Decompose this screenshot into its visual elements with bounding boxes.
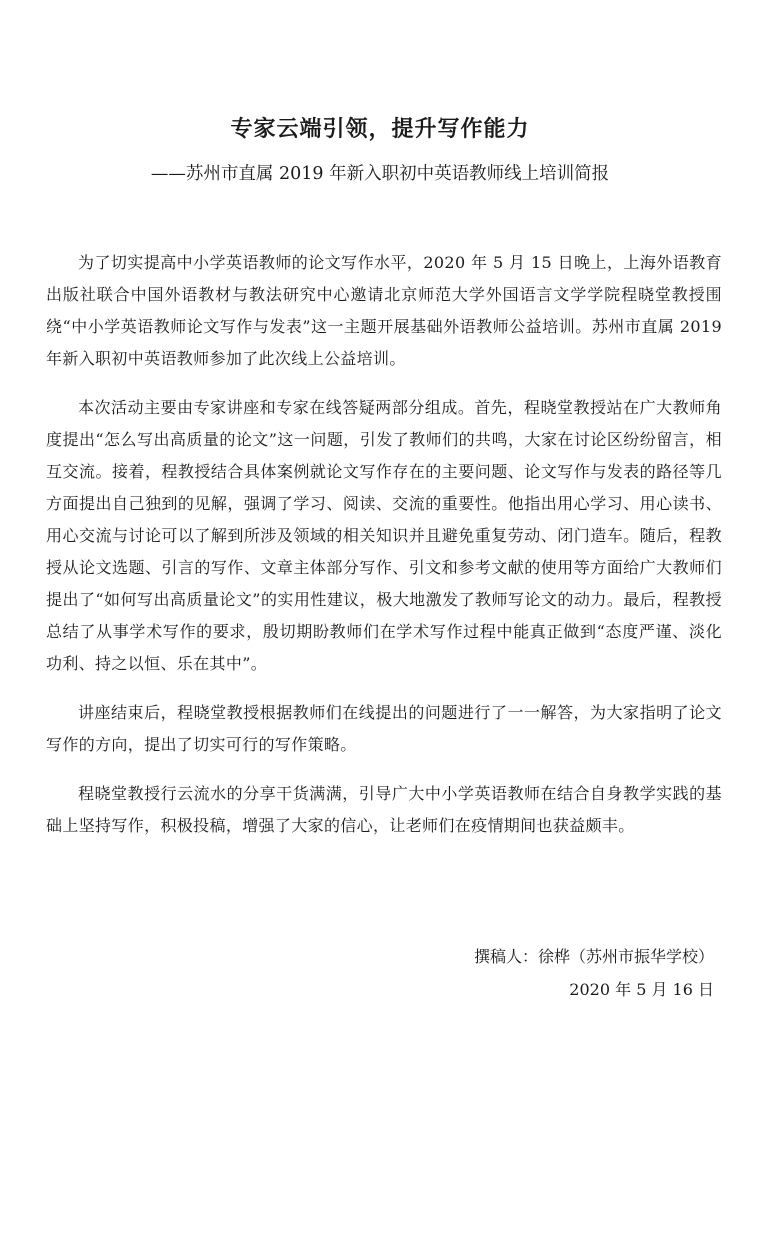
paragraph-4: 程晓堂教授行云流水的分享干货满满，引导广大中小学英语教师在结合自身教学实践的基础上坚持写作，积极投稿，增强了大家的信心，让老师们在疫情期间也获益颇丰。 (46, 784, 722, 835)
document-subtitle: ——苏州市直属 2019 年新入职初中英语教师线上培训简报 (150, 164, 610, 184)
paragraph-1: 为了切实提高中小学英语教师的论文写作水平，2020 年 5 月 15 日晚上，上海外语教育出版社联合中国外语教材与教法研究中心邀请北京师范大学外国语言文学学院程晓堂教授围绕“中小学英语教师论文写作与发表”这一主题开展基础外语教师公益培训。苏州市直属 2019 年新入职初中英语教师参加了此次线上公益培训。 (46, 253, 722, 368)
document-body (46, 247, 722, 859)
paragraph-3: 讲座结束后，程晓堂教授根据教师们在线提出的问题进行了一一解答，为大家指明了论文写作的方向，提出了切实可行的写作策略。 (46, 703, 722, 754)
document-title: 专家云端引领，提升写作能力 (230, 116, 530, 142)
paragraph-2: 本次活动主要由专家讲座和专家在线答疑两部分组成。首先，程晓堂教授站在广大教师角度提出“怎么写出高质量的论文”这一问题，引发了教师们的共鸣，大家在讨论区纷纷留言，相互交流。接着，程教授结合具体案例就论文写作存在的主要问题、论文写作与发表的路径等几方面提出自己独到的见解，强调了学习、阅读、交流的重要性。他指出用心学习、用心读书、用心交流与讨论可以了解到所涉及领域的相关知识并且避免重复劳动、闭门造车。随后，程教授从论文选题、引言的写作、文章主体部分写作、引文和参考文献的使用等方面给广大教师们提出了“如何写出高质量论文”的实用性建议，极大地激发了教师写论文的动力。最后，程教授总结了从事学术写作的要求，殷切期盼教师们在学术写作过程中能真正做到“态度严谨、淡化功利、持之以恒、乐在其中”。 (46, 398, 722, 673)
signature-block (474, 940, 714, 1006)
date-line: 2020 年 5 月 16 日 (569, 980, 714, 999)
author-line: 撰稿人：徐桦（苏州市振华学校） (473, 947, 714, 966)
